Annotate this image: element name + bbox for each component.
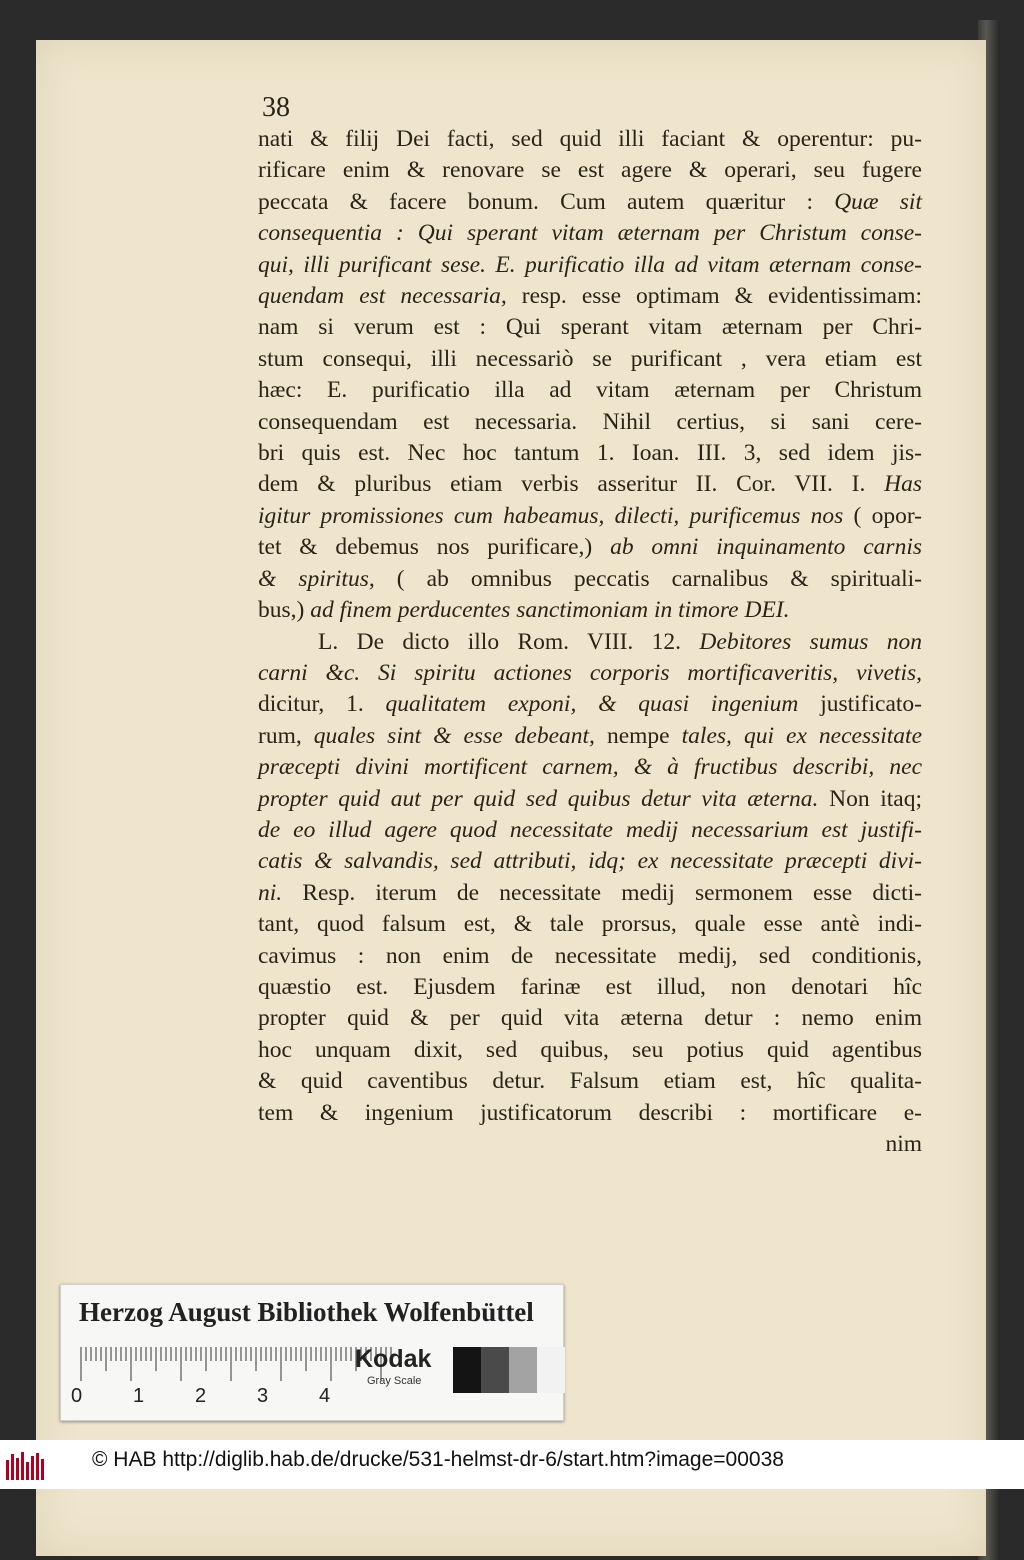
roman-text: Non itaq; <box>829 785 922 812</box>
text-line <box>258 752 922 783</box>
italic-text: qualitatem exponi, & quasi ingenium <box>385 691 821 718</box>
ruler-number: 1 <box>133 1385 145 1407</box>
text-line <box>258 1129 922 1160</box>
text-line <box>258 124 922 155</box>
text-line <box>258 909 922 940</box>
roman-text: quæstio est. Ejusdem farinæ est illud, non denotari hîc <box>258 973 922 1000</box>
page-number: 38 <box>262 92 290 123</box>
text-line <box>258 1066 922 1097</box>
italic-text: consequentia : Qui sperant vitam æternam per Christum conse- <box>258 220 922 247</box>
text-line <box>258 1003 922 1034</box>
text-line <box>258 627 922 658</box>
text-line <box>258 501 922 532</box>
text-line <box>258 1035 922 1066</box>
italic-text: de eo illud agere quod necessitate medij necessarium est justifi- <box>258 816 922 843</box>
roman-text: consequendam est necessaria. Nihil certius, si sani cere- <box>258 408 922 435</box>
copyright-url: © HAB http://diglib.hab.de/drucke/531-helmst-dr-6/start.htm?image=00038 <box>92 1448 784 1471</box>
roman-text: cavimus : non enim de necessitate medij, sed conditionis, <box>258 942 922 969</box>
text-line <box>258 846 922 877</box>
page-text <box>258 124 922 1160</box>
text-line <box>258 972 922 1003</box>
text-line <box>258 878 922 909</box>
text-line <box>258 407 922 438</box>
text-line <box>258 658 922 689</box>
roman-text: propter quid & per quid vita æterna detur : nemo enim <box>258 1005 922 1032</box>
text-line <box>258 689 922 720</box>
roman-text: hæc: E. purificatio illa ad vitam æternam per Christum <box>258 377 922 404</box>
text-line <box>258 815 922 846</box>
gray-swatch <box>509 1347 537 1393</box>
italic-text: Debitores sumus non <box>699 628 922 655</box>
italic-text: qui, illi purificant sese. E. purificatio illa ad vitam æternam conse- <box>258 251 922 278</box>
italic-text: quales sint & esse debeant, <box>313 722 607 749</box>
italic-text: tales, qui ex necessitate <box>681 722 923 749</box>
text-line <box>258 187 922 218</box>
italic-text: quendam est necessaria, <box>258 283 522 310</box>
italic-text: Has <box>884 471 922 498</box>
text-line <box>258 155 922 186</box>
roman-text: bus,) <box>258 597 311 624</box>
roman-text: tet & debemus nos purificare,) <box>258 534 611 561</box>
ruler-number: 2 <box>195 1385 207 1407</box>
roman-text: tem & ingenium justificatorum describi : mortificare e- <box>258 1099 922 1126</box>
text-line <box>258 1098 922 1129</box>
italic-text: carni &c. Si spiritu actiones corporis mortificaveritis, vivetis, <box>258 659 922 686</box>
roman-text: hoc unquam dixit, sed quibus, seu potius quid agentibus <box>258 1036 922 1063</box>
text-line <box>258 469 922 500</box>
roman-text: & quid caventibus detur. Falsum etiam est, hîc qualita- <box>258 1068 922 1095</box>
roman-text: peccata & facere bonum. Cum autem quæritur : <box>258 188 835 215</box>
ruler-number: 0 <box>71 1385 83 1407</box>
roman-text: bri quis est. Nec hoc tantum 1. Ioan. III. 3, sed idem jis- <box>258 440 922 467</box>
text-line <box>258 344 922 375</box>
roman-text: ( opor- <box>853 502 922 529</box>
italic-text: ad finem perducentes sanctimoniam in timore DEI. <box>310 597 790 624</box>
text-line <box>258 250 922 281</box>
hab-logo-icon <box>6 1452 44 1480</box>
gray-swatches <box>453 1347 565 1393</box>
gray-swatch <box>453 1347 481 1393</box>
roman-text: Resp. iterum de necessitate medij sermonem esse dicti- <box>302 879 922 906</box>
italic-text: propter quid aut per quid sed quibus detur vita æterna. <box>258 785 830 812</box>
roman-text: nam si verum est : Qui sperant vitam æternam per Chri- <box>258 314 922 341</box>
text-line <box>258 281 922 312</box>
italic-text: & spiritus, <box>258 565 397 592</box>
text-line <box>258 564 922 595</box>
ruler-number: 3 <box>257 1385 269 1407</box>
roman-text: rificare enim & renovare se est agere & operari, seu fugere <box>258 157 922 184</box>
text-line <box>258 532 922 563</box>
italic-text: catis & salvandis, sed attributi, idq; ex necessitate præcepti divi- <box>258 848 922 875</box>
text-line <box>258 595 922 626</box>
text-line <box>258 438 922 469</box>
text-line <box>258 784 922 815</box>
gray-swatch <box>481 1347 509 1393</box>
gray-swatch <box>537 1347 565 1393</box>
roman-text: resp. esse optimam & evidentissimam: <box>521 283 922 310</box>
roman-text: dicitur, 1. <box>258 691 386 718</box>
ruler <box>77 1347 397 1383</box>
italic-text: igitur promissiones cum habeamus, dilecti, purificemus nos <box>258 502 854 529</box>
grayscale-label: Gray Scale <box>367 1375 422 1387</box>
italic-text: ab omni inquinamento carnis <box>610 534 922 561</box>
ruler-number: 4 <box>319 1385 331 1407</box>
color-calibration-card <box>60 1284 564 1421</box>
roman-text: dem & pluribus etiam verbis asseritur II. Cor. VII. I. <box>258 471 885 498</box>
roman-text: tant, quod falsum est, & tale prorsus, quale esse antè indi- <box>258 911 922 938</box>
roman-text: nim <box>885 1131 922 1157</box>
roman-text: L. De dicto illo Rom. VIII. 12. <box>318 628 700 655</box>
roman-text: ( ab omnibus peccatis carnalibus & spirituali- <box>396 565 922 592</box>
roman-text: rum, <box>258 722 314 749</box>
text-line <box>258 941 922 972</box>
text-line <box>258 721 922 752</box>
kodak-logo: Kodak <box>355 1345 432 1373</box>
library-name: Herzog August Bibliothek Wolfenbüttel <box>79 1297 534 1327</box>
text-line <box>258 312 922 343</box>
roman-text: nati & filij Dei facti, sed quid illi faciant & operentur: pu- <box>258 126 922 152</box>
roman-text: stum consequi, illi necessariò se purificant , vera etiam est <box>258 345 922 372</box>
italic-text: Quæ sit <box>834 188 922 215</box>
roman-text: justificato- <box>820 691 922 718</box>
italic-text: ni. <box>258 879 303 906</box>
text-line <box>258 375 922 406</box>
roman-text: nempe <box>606 722 682 749</box>
italic-text: præcepti divini mortificent carnem, & à fructibus describi, nec <box>258 754 922 781</box>
text-line <box>258 218 922 249</box>
